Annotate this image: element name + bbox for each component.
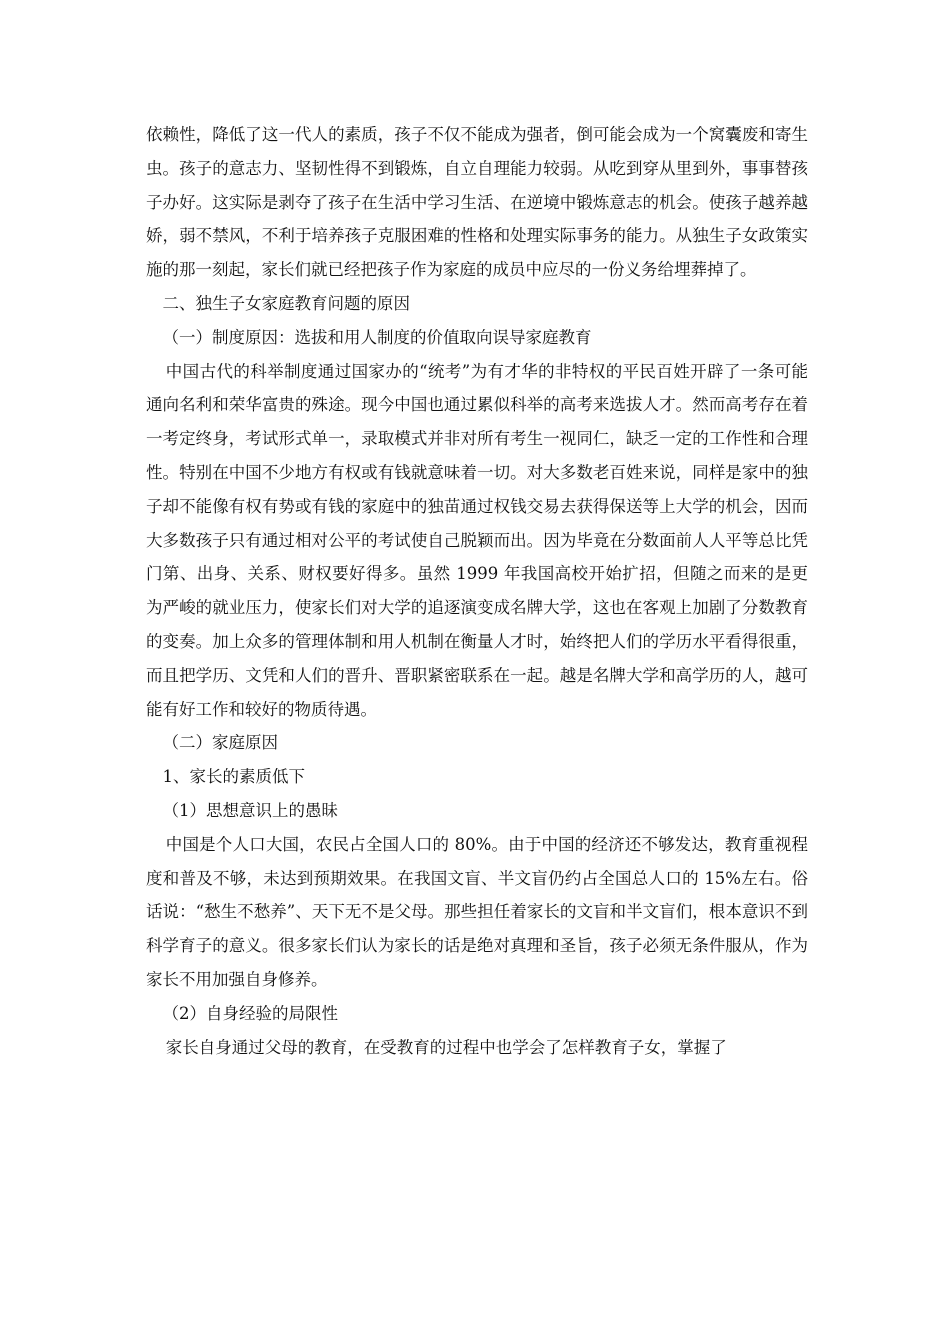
section-heading: 二、独生子女家庭教育问题的原因 xyxy=(162,293,410,313)
body-paragraph: 家长自身通过父母的教育，在受教育的过程中也学会了怎样教育子女，掌握了 xyxy=(165,1037,727,1057)
body-paragraph: 中国古代的科举制度通过国家办的“统考”为有才华的非特权的平民百姓开辟了一条可能通向名利和荣华富贵的殊途。现今中国也通过累似科举的高考来选拔人才。然而高考存在着一考定终身，考试形式单一，录取模式并非对所有考生一视同仁，缺乏一定的工作性和合理性。特别在中国不少地方有权或有钱就意味着一切。对大多数老百姓来说，同样是家中的独子却不能像有权有势或有钱的家庭中的独苗通过权钱交易去获得保送等上大学的机会，因而大多数孩子只有通过相对公平的考试使自己脱颖而出。因为毕竟在分数面前人人平等总比凭门第、出身、关系、财权要好得多。虽然 1999 年我国高校开始扩招，但随之而来的是更为严峻的就业压力，使家长们对大学的追逐演变成名牌大学，这也在客观上加剧了分数教育的变奏。加上众多的管理体制和用人机制在衡量人才时，始终把人们的学历水平看得很重，而且把学历、文凭和人们的晋升、晋职紧密联系在一起。越是名牌大学和高学历的人，越可能有好工作和较好的物质待遇。 xyxy=(146,361,808,719)
subsection-heading: （一）制度原因：选拔和用人制度的价值取向误导家庭教育 xyxy=(162,327,592,347)
subsection-heading: （2）自身经验的局限性 xyxy=(162,1003,338,1023)
body-paragraph: 依赖性，降低了这一代人的素质，孩子不仅不能成为强者，倒可能会成为一个窝囊废和寄生虫。孩子的意志力、坚韧性得不到锻炼，自立自理能力较弱。从吃到穿从里到外，事事替孩子办好。这实际是剥夺了孩子在生活中学习生活、在逆境中锻炼意志的机会。使孩子越养越娇，弱不禁风，不利于培养孩子克服困难的性格和处理实际事务的能力。从独生子女政策实施的那一刻起，家长们就已经把孩子作为家庭的成员中应尽的一份义务给埋葬掉了。 xyxy=(146,125,808,280)
subsection-heading: （1）思想意识上的愚昧 xyxy=(162,800,338,820)
body-paragraph: 中国是个人口大国，农民占全国人口的 80%。由于中国的经济还不够发达，教育重视程度和普及不够，未达到预期效果。在我国文盲、半文盲仍约占全国总人口的 15%左右。俗话说：“愁生不愁养”、天下无不是父母。那些担任着家长的文盲和半文盲们，根本意识不到科学育子的意义。很多家长们认为家长的话是绝对真理和圣旨，孩子必须无条件服从，作为家长不用加强自身修养。 xyxy=(146,834,808,989)
subsection-heading: （二）家庭原因 xyxy=(162,733,278,753)
subsection-heading: 1、家长的素质低下 xyxy=(162,767,305,787)
document-body xyxy=(146,118,808,1064)
